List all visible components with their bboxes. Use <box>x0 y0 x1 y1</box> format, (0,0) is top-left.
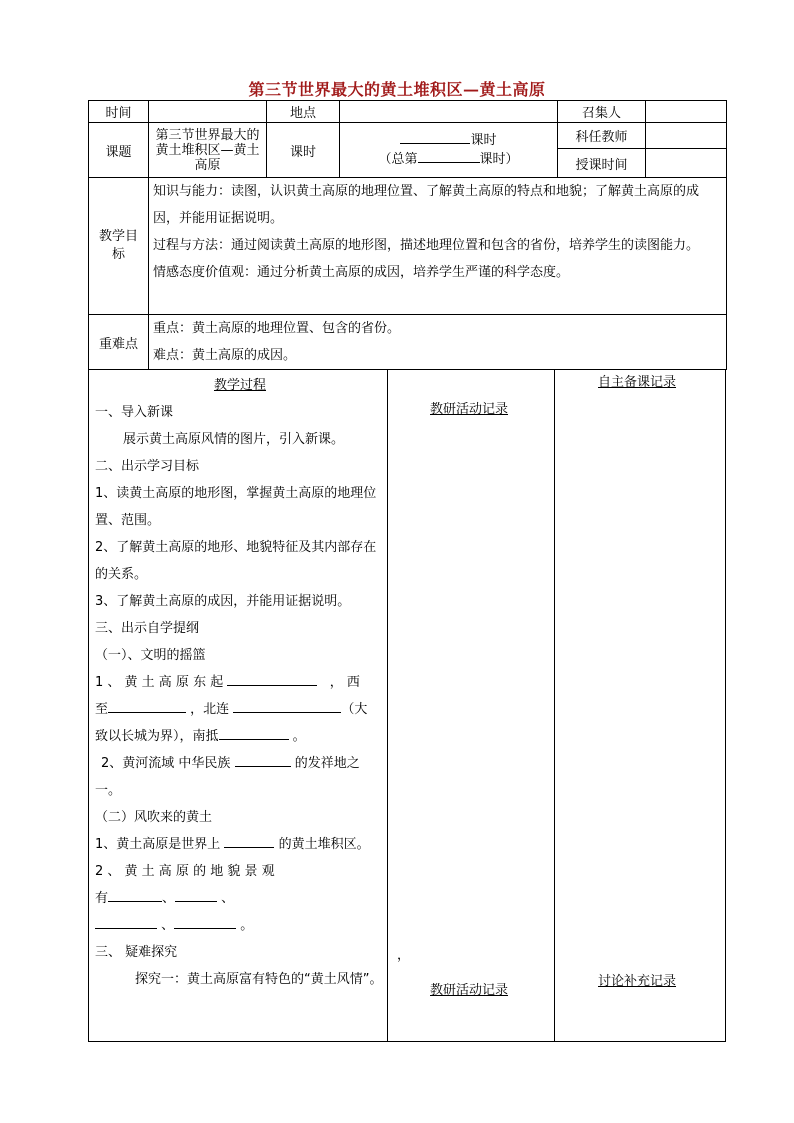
teacher-label: 科任教师 <box>558 123 646 149</box>
question-4-line-1: 2 、 黄 土 高 原 的 地 貌 景 观 <box>95 864 275 879</box>
answer-blank[interactable] <box>108 697 186 713</box>
subsection-cradle: （一）、文明的摇篮 <box>95 648 206 663</box>
topic-label: 课题 <box>89 123 149 178</box>
time-label: 时间 <box>89 101 149 123</box>
page-title: 第三节世界最大的黄土堆积区—黄土高原 <box>248 80 546 99</box>
section-intro: 一、导入新课 <box>95 405 174 420</box>
process-column <box>95 370 385 993</box>
stray-comma: ， <box>397 948 411 963</box>
research-record-heading-2: 教研活动记录 <box>430 983 509 998</box>
question-3: 1、黄土高原是世界上 的黄土堆积区。 <box>95 831 385 858</box>
period-value: 课时 （总第 课时） <box>340 123 558 178</box>
question-4-line-3: 、 。 <box>95 912 385 939</box>
column-divider <box>554 370 555 1041</box>
answer-blank[interactable] <box>175 886 217 902</box>
key-points-content <box>149 315 727 370</box>
answer-blank[interactable] <box>227 670 317 686</box>
discussion-record-heading: 讨论补充记录 <box>598 974 677 989</box>
question-1-line-3: 致以长城为界），南抵 。 <box>95 723 385 750</box>
lesson-header-table <box>88 100 727 370</box>
question-2-line-1: 2、黄河流域 中华民族 的发祥地之 <box>95 750 385 777</box>
research-record-heading: 教研活动记录 <box>430 402 509 417</box>
teaching-process-section <box>88 370 726 1042</box>
answer-blank[interactable] <box>108 886 162 902</box>
process-heading: 教学过程 <box>213 378 266 393</box>
objective-attitude: 情感态度价值观：通过分析黄土高原的成因，培养学生严谨的科学态度。 <box>153 265 570 280</box>
convener-value <box>646 101 727 123</box>
objectives-content <box>149 178 727 315</box>
topic-value: 第三节世界最大的黄土堆积区—黄土高原 <box>149 123 267 178</box>
question-1-line-1: 1 、 黄 土 高 原 东 起 ， 西 <box>95 669 385 696</box>
key-point-difficult: 难点：黄土高原的成因。 <box>153 348 297 363</box>
convener-label: 召集人 <box>558 101 646 123</box>
teacher-value <box>646 123 727 149</box>
key-point-main: 重点：黄土高原的地理位置、包含的省份。 <box>153 321 401 336</box>
answer-blank[interactable] <box>224 832 274 848</box>
section-goals: 二、出示学习目标 <box>95 459 200 474</box>
answer-blank[interactable] <box>233 697 341 713</box>
self-prep-record-heading: 自主备课记录 <box>598 375 677 390</box>
period-label: 课时 <box>267 123 340 178</box>
column-divider <box>387 370 388 1041</box>
goal-3: 3、了解黄土高原的成因，并能用证据说明。 <box>95 594 351 609</box>
explore-text: 探究一：黄土高原富有特色的“黄土风情”。 <box>135 972 383 987</box>
answer-blank[interactable] <box>219 724 289 740</box>
time-value <box>149 101 267 123</box>
objectives-label: 教学目标 <box>89 178 149 315</box>
question-2-line-2: 一。 <box>95 783 122 798</box>
objective-process: 过程与方法：通过阅读黄土高原的地形图，描述地理位置和包含的省份，培养学生的读图能力。 <box>153 238 700 253</box>
intro-text: 展示黄土高原风情的图片，引入新课。 <box>123 432 345 447</box>
answer-blank[interactable] <box>95 913 157 929</box>
teach-time-label: 授课时间 <box>558 149 646 178</box>
goal-1: 1、读黄土高原的地形图，掌握黄土高原的地理位置、范围。 <box>95 486 377 528</box>
teach-time-value <box>646 149 727 178</box>
key-points-label: 重难点 <box>89 315 149 370</box>
section-outline: 三、出示自学提纲 <box>95 621 200 636</box>
subsection-loess: （二）风吹来的黄土 <box>95 810 213 825</box>
question-4-line-2: 有 、 、 <box>95 885 385 912</box>
objective-knowledge: 知识与能力：读图，认识黄土高原的地理位置、了解黄土高原的特点和地貌；了解黄土高原的成因，并能用证据说明。 <box>153 184 700 226</box>
answer-blank[interactable] <box>174 913 236 929</box>
goal-2: 2、了解黄土高原的地形、地貌特征及其内部存在的关系。 <box>95 540 377 582</box>
answer-blank[interactable] <box>235 751 291 767</box>
place-value <box>340 101 558 123</box>
place-label: 地点 <box>267 101 340 123</box>
section-explore: 三、 疑难探究 <box>95 945 178 960</box>
question-1-line-2: 至 ，北连 （大 <box>95 696 385 723</box>
